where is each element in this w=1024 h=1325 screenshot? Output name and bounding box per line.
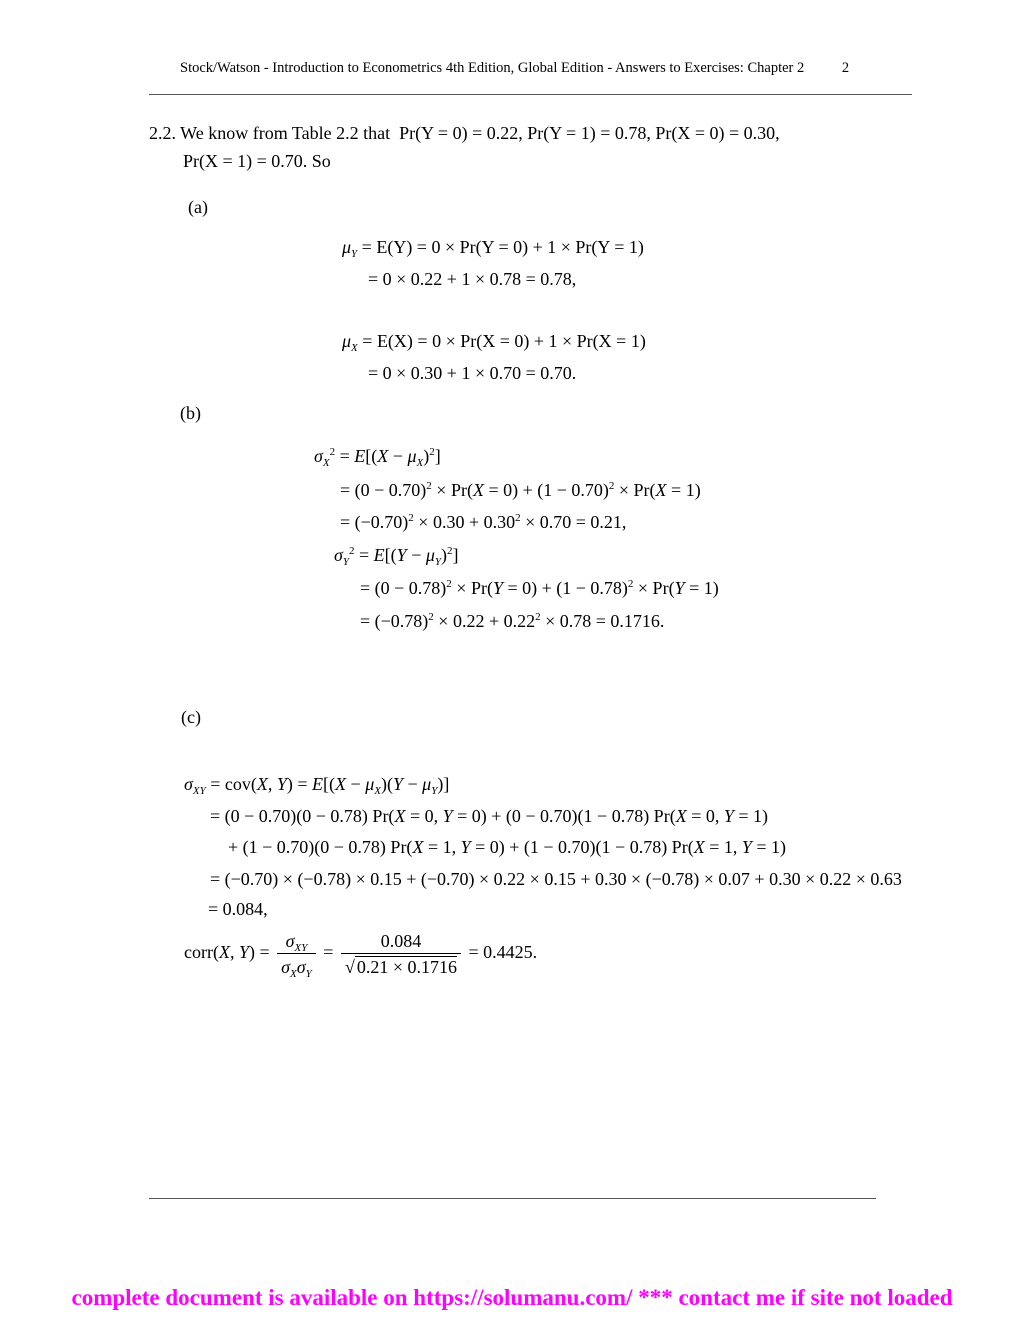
corr-fraction-numeric: $\frac{0.084}{√ 0.21 \times 0.1716}$ — [341, 930, 461, 978]
var-y-line-2: = $(0 - 0.78)^2 \times Pr(Y = 0) + (1 - 0.78)^2 \times Pr(Y = 1)$ — [360, 578, 719, 598]
var-x-line-2: = $(0 - 0.70)^2 \times Pr(X = 0) + (1 - 0.70)^2 \times Pr(X = 1)$ — [340, 480, 701, 500]
header-rule — [149, 94, 912, 95]
part-c-label: (c) — [181, 707, 201, 727]
corr-result: = 0.4425. — [468, 942, 538, 963]
part-b-label: (b) — [180, 403, 201, 423]
var-y-line-1: $\sigma_Y^2 = E[(Y - \mu_Y)^2]$ — [334, 545, 459, 568]
mu-x-line-2: = 0 × 0.30 + 1 × 0.70 = 0.70. — [368, 363, 577, 383]
cov-line-1: $\sigma_{XY} = cov(X$, $Y) = E[(X - \mu_X)(Y - \mu_Y)]$ — [184, 774, 450, 797]
page-number: 2 — [841, 60, 850, 76]
cov-line-2: = (0 − 0.70)(0 − 0.78) Pr(X = 0, Y = 0) + (0 − 0.70)(1 − 0.78) Pr(X = 0, Y = 1) — [210, 806, 769, 826]
cov-line-5: = 0.084, — [208, 899, 268, 919]
part-a-label: (a) — [188, 197, 208, 217]
header-title: Stock/Watson - Introduction to Econometrics 4th Edition, Global Edition - Answers to Exercises: Chapter 2 — [180, 60, 805, 76]
given-probabilities: Pr(Y = 0) = 0.22, Pr(Y = 1) = 0.78, Pr(X = 0) = 0.30, — [399, 123, 780, 143]
promo-footer: complete document is available on https://solumanu.com/ *** contact me if site not loaded — [71, 1285, 953, 1310]
var-y-line-3: = $(-0.78)^2 \times 0.22 + 0.22^2 \times 0.78 = 0.1716$. — [360, 611, 665, 631]
correlation-line: corr(X, Y) = $\frac{\sigma_{XY}}{\sigma_X\sigma_Y}$ = $\frac{0.084}{√ 0.21 \times 0.1716}$ = 0.4425. — [184, 931, 538, 980]
page-header — [180, 60, 849, 77]
mu-y-line-2: = 0 × 0.22 + 1 × 0.78 = 0.78, — [368, 269, 577, 289]
mu-y-line-1: $\mu_Y = E(Y) = 0 \times Pr(Y = 0) + 1 \times Pr(Y = 1)$ — [342, 237, 644, 260]
corr-denominator: 0.21 × 0.1716 — [356, 957, 457, 977]
corr-numerator: 0.084 — [341, 930, 461, 954]
footer-rule — [149, 1198, 876, 1199]
var-x-line-3: = $(-0.70)^2 \times 0.30 + 0.30^2 \times 0.70 = 0.21$, — [340, 512, 627, 532]
corr-fraction-symbolic: $\frac{\sigma_{XY}}{\sigma_X\sigma_Y}$ — [277, 930, 316, 978]
intro-line-1: 2.2. We know from Table 2.2 that Pr(Y = 0) = 0.22, Pr(Y = 1) = 0.78, Pr(X = 0) = 0.30, — [149, 123, 780, 143]
intro-line-2: Pr(X = 1) = 0.70. So — [183, 151, 331, 171]
mu-x-line-1: $\mu_X = E(X) = 0 \times Pr(X = 0) + 1 \times Pr(X = 1)$ — [342, 331, 646, 354]
var-x-line-1: $\sigma_X^2 = E[(X - \mu_X)^2]$ — [314, 446, 441, 469]
cov-line-4: = (−0.70) × (−0.78) × 0.15 + (−0.70) × 0.22 × 0.15 + 0.30 × (−0.78) × 0.07 + 0.30 × 0.22 × 0.63 — [210, 869, 902, 889]
cov-line-3: + (1 − 0.70)(0 − 0.78) Pr(X = 1, Y = 0) + (1 − 0.70)(1 − 0.78) Pr(X = 1, Y = 1) — [228, 837, 787, 857]
